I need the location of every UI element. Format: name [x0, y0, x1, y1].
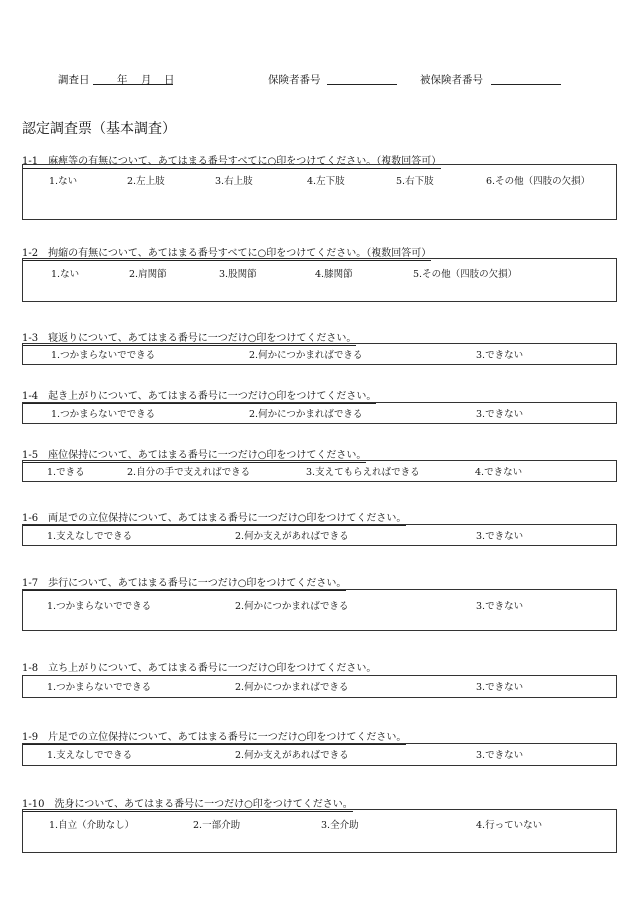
option[interactable]: 1.つかまらないでできる	[51, 350, 156, 361]
option[interactable]: 2.左上肢	[127, 176, 165, 187]
option[interactable]: 4.膝関節	[315, 269, 353, 280]
answer-box-1-10	[22, 809, 617, 853]
option[interactable]: 1.できる	[47, 467, 85, 478]
survey-date-field[interactable]	[93, 72, 173, 85]
option[interactable]: 2.何かにつかまればできる	[235, 682, 349, 693]
month-label: 月	[141, 74, 152, 86]
option[interactable]: 3.全介助	[321, 820, 359, 831]
question-label: 1-5 座位保持について、あてはまる番号に一つだけ○印をつけてください。	[22, 446, 366, 463]
option[interactable]: 2.何か支えがあればできる	[235, 531, 349, 542]
option[interactable]: 2.何かにつかまればできる	[235, 601, 349, 612]
answer-box-1-8	[22, 675, 617, 698]
question-label: 1-9 片足での立位保持について、あてはまる番号に一つだけ○印をつけてください。	[22, 728, 406, 745]
option[interactable]: 3.できない	[476, 531, 524, 542]
option[interactable]: 1.つかまらないでできる	[51, 409, 156, 420]
option[interactable]: 4.できない	[475, 467, 523, 478]
answer-box-1-5	[22, 460, 617, 482]
option[interactable]: 4.左下肢	[307, 176, 345, 187]
option[interactable]: 2.一部介助	[193, 820, 241, 831]
question-label: 1-7 歩行について、あてはまる番号に一つだけ○印をつけてください。	[22, 574, 346, 591]
option[interactable]: 1.ない	[49, 176, 78, 187]
option[interactable]: 2.何かにつかまればできる	[249, 409, 363, 420]
question-label: 1-10 洗身について、あてはまる番号に一つだけ○印をつけてください。	[22, 795, 353, 812]
option[interactable]: 6.その他（四肢の欠損）	[486, 176, 591, 187]
answer-box-1-7	[22, 589, 617, 631]
option[interactable]: 3.支えてもらえればできる	[306, 467, 420, 478]
question-label: 1-8 立ち上がりについて、あてはまる番号に一つだけ○印をつけてください。	[22, 659, 376, 676]
insured-number-label: 被保険者番号	[420, 74, 483, 86]
answer-box-1-6	[22, 524, 617, 546]
option[interactable]: 3.できない	[476, 601, 524, 612]
question-label: 1-1 麻痺等の有無について、あてはまる番号すべてに○印をつけてください。（複数回答可）	[22, 152, 441, 169]
option[interactable]: 2.自分の手で支えればできる	[127, 467, 251, 478]
option[interactable]: 4.行っていない	[476, 820, 543, 831]
answer-box-1-9	[22, 743, 617, 766]
day-label: 日	[164, 74, 175, 86]
option[interactable]: 3.できない	[476, 350, 524, 361]
question-label: 1-3 寝返りについて、あてはまる番号に一つだけ○印をつけてください。	[22, 329, 356, 346]
option[interactable]: 3.できない	[476, 750, 524, 761]
option[interactable]: 1.ない	[51, 269, 80, 280]
answer-box-1-2	[22, 258, 617, 302]
option[interactable]: 5.その他（四肢の欠損）	[413, 269, 518, 280]
form-title: 認定調査票（基本調査）	[22, 121, 176, 137]
option[interactable]: 1.つかまらないでできる	[47, 601, 152, 612]
option[interactable]: 3.股関節	[219, 269, 257, 280]
answer-box-1-4	[22, 402, 617, 424]
question-label: 1-4 起き上がりについて、あてはまる番号に一つだけ○印をつけてください。	[22, 387, 376, 404]
option[interactable]: 1.支えなしでできる	[47, 531, 133, 542]
option[interactable]: 2.肩関節	[129, 269, 167, 280]
insured-number-field[interactable]	[491, 72, 561, 85]
insurer-number-field[interactable]	[327, 72, 397, 85]
option[interactable]: 1.つかまらないでできる	[47, 682, 152, 693]
answer-box-1-3	[22, 343, 617, 365]
survey-date-label: 調査日	[58, 74, 90, 86]
option[interactable]: 3.できない	[476, 409, 524, 420]
option[interactable]: 3.右上肢	[215, 176, 253, 187]
option[interactable]: 2.何かにつかまればできる	[249, 350, 363, 361]
option[interactable]: 1.自立（介助なし）	[49, 820, 135, 831]
year-label: 年	[117, 74, 128, 86]
question-label: 1-6 両足での立位保持について、あてはまる番号に一つだけ○印をつけてください。	[22, 509, 406, 526]
insurer-number-label: 保険者番号	[268, 74, 321, 86]
option[interactable]: 2.何か支えがあればできる	[235, 750, 349, 761]
option[interactable]: 1.支えなしでできる	[47, 750, 133, 761]
question-label: 1-2 拘縮の有無について、あてはまる番号すべてに○印をつけてください。（複数回答可）	[22, 244, 431, 261]
option[interactable]: 5.右下肢	[396, 176, 434, 187]
answer-box-1-1	[22, 164, 617, 220]
option[interactable]: 3.できない	[476, 682, 524, 693]
